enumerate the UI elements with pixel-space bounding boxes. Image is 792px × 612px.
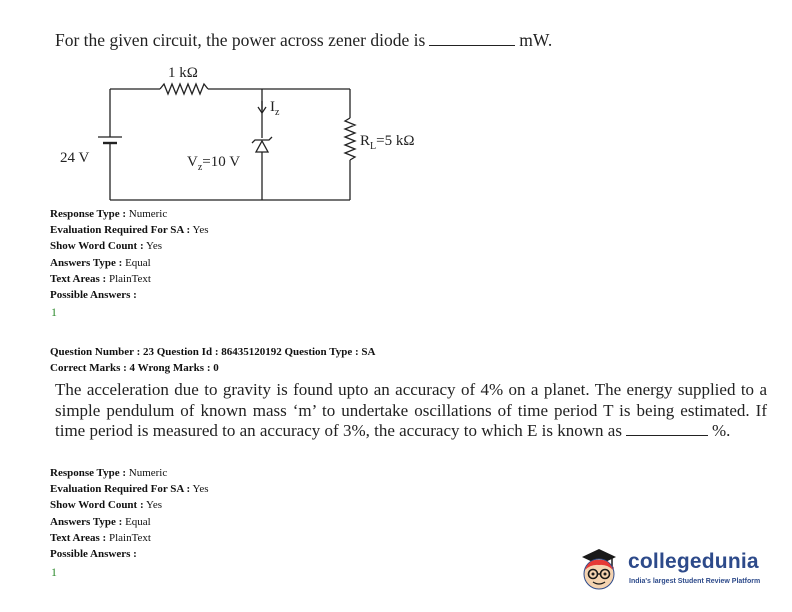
question-2-text [55,380,767,442]
meta-2-text-areas: Text Areas : PlainText [50,532,151,544]
series-resistor-symbol [160,84,208,94]
meta-2-response-type: Response Type : Numeric [50,467,168,479]
meta-1-answers-type: Answers Type : Equal [50,257,151,269]
logo-tagline: India's largest Student Review Platform [629,578,761,585]
meta-2-word-count: Show Word Count : Yes [50,499,162,511]
source-voltage-label: 24 V [60,150,90,166]
question-1-unit: mW. [519,30,553,50]
load-resistor-symbol [345,118,355,160]
question-2-unit: %. [711,421,731,440]
answer-blank-2 [626,434,708,436]
answer-2-value: 1 [51,565,57,579]
question-2-header: Question Number : 23 Question Id : 86435120192 Question Type : SA [50,346,376,358]
zener-current-label: $I_z$ [270,99,280,118]
meta-1-text-areas: Text Areas : PlainText [50,273,151,285]
meta-2-answers-type: Answers Type : Equal [50,516,151,528]
load-resistor-label: $R_L=5$ kΩ [360,133,415,152]
question-1-stem: For the given circuit, the power across zener diode is [55,30,426,50]
meta-1-response-type: Response Type : Numeric [50,208,168,220]
meta-1-evaluation: Evaluation Required For SA : Yes [50,224,209,236]
zener-voltage-label: $V_z=10$ V [187,154,241,173]
meta-2-evaluation: Evaluation Required For SA : Yes [50,483,209,495]
zener-triangle [256,141,268,152]
meta-1-word-count: Show Word Count : Yes [50,240,162,252]
question-2-stem: The acceleration due to gravity is found upto an accuracy of 4% on a planet. The energy supplied to a simple pendulum of known mass ‘m’ to undertake oscillations of time period T is being estimated. If time period is measured to an accuracy of 3%, the accuracy to which E is known as [55,380,767,440]
circuit-diagram [0,0,792,210]
question-2-marks: Correct Marks : 4 Wrong Marks : 0 [50,362,219,374]
meta-2-possible-answers: Possible Answers : [50,548,137,560]
series-resistor-label: 1 kΩ [168,65,198,81]
logo-wordmark: collegedunia [628,550,759,573]
answer-1-value: 1 [51,305,57,319]
mascot-logo-icon [574,545,624,595]
meta-1-possible-answers: Possible Answers : [50,289,137,301]
